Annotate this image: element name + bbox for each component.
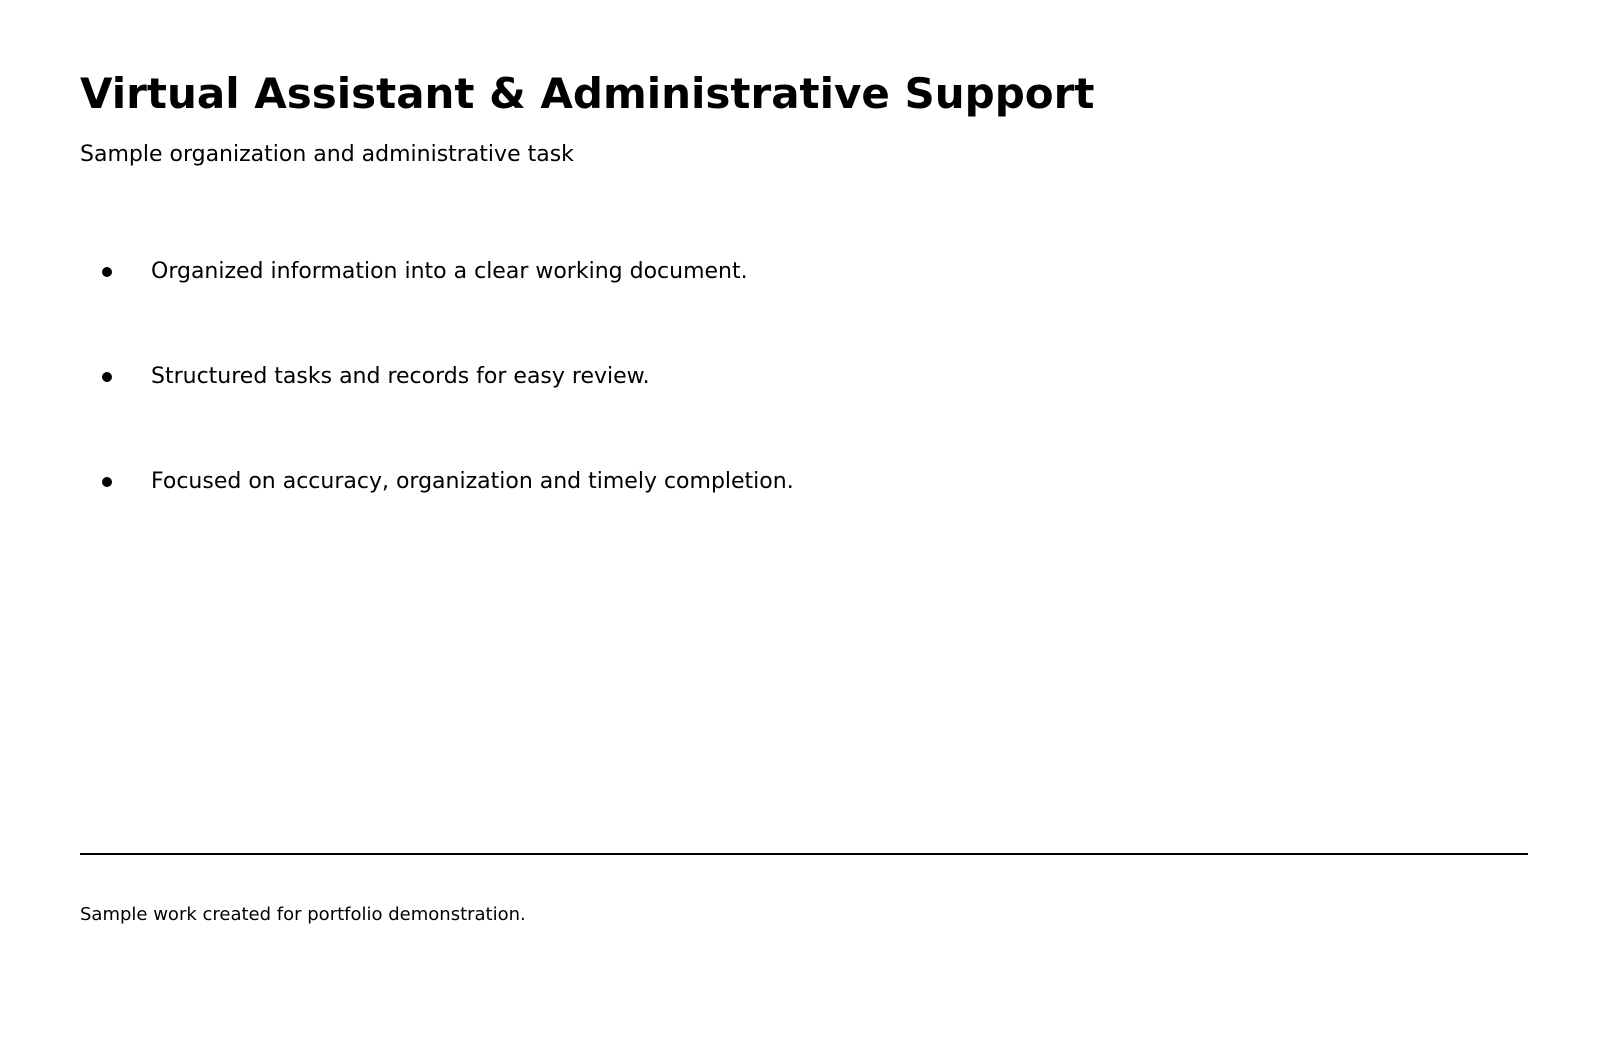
bullet-icon <box>102 477 112 487</box>
bullet-icon <box>102 372 112 382</box>
footer-note: Sample work created for portfolio demonstration. <box>80 904 526 925</box>
bullet-icon <box>102 267 112 277</box>
list-item-text: Structured tasks and records for easy review. <box>151 364 650 389</box>
page-subtitle: Sample organization and administrative task <box>80 142 574 167</box>
list-item-text: Focused on accuracy, organization and timely completion. <box>151 469 794 494</box>
footer-divider <box>80 853 1528 855</box>
list-item-text: Organized information into a clear working document. <box>151 259 748 284</box>
page-title: Virtual Assistant & Administrative Support <box>80 69 1095 118</box>
